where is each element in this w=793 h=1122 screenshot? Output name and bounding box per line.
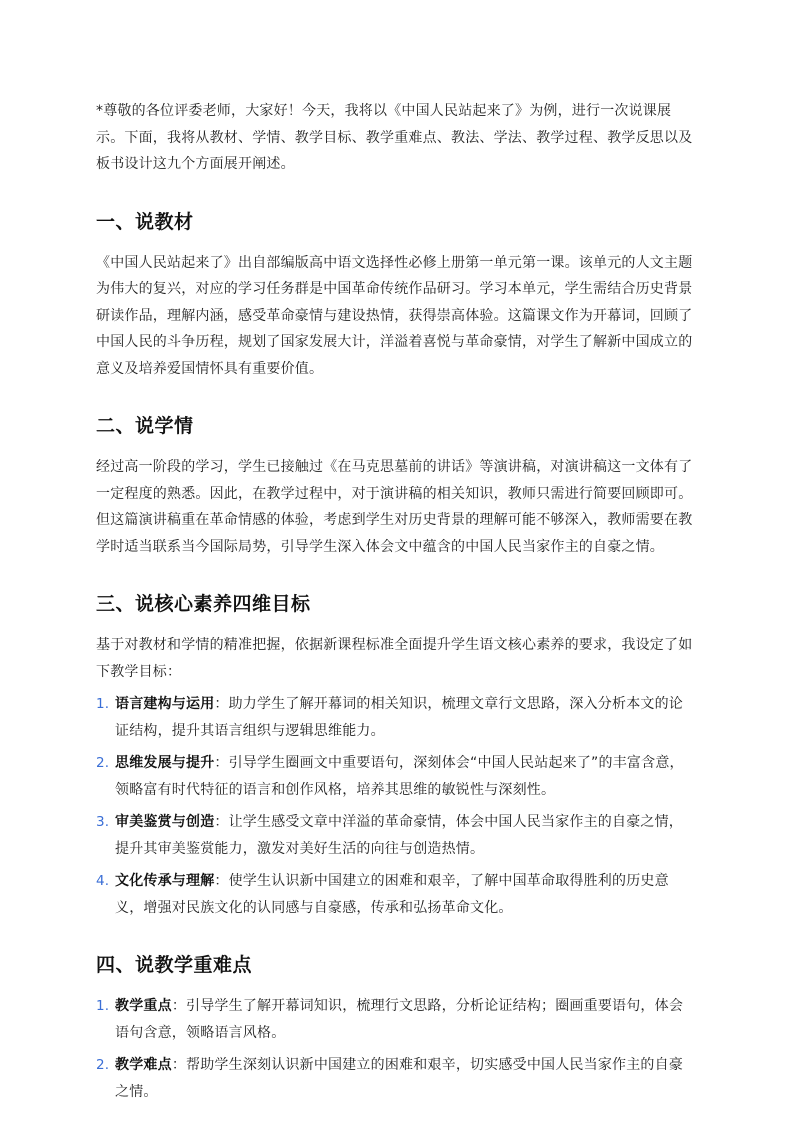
list-item — [96, 1052, 697, 1105]
list-item-term: 文化传承与理解 — [115, 873, 215, 889]
list-number: 2. — [96, 1057, 110, 1073]
list-number: 1. — [96, 696, 110, 712]
list-item-text: 引导学生了解开幕词知识，梳理行文思路，分析论证结构；圈画重要语句，体会语句含意，领略语言风格。 — [115, 998, 684, 1041]
list-item-term: 教学难点 — [115, 1057, 172, 1073]
list-item-text: 让学生感受文章中洋溢的革命豪情，体会中国人民当家作主的自豪之情，提升其审美鉴赏能力，激发对美好生活的向往与创造热情。 — [115, 814, 684, 857]
list-item — [96, 750, 697, 803]
section-heading-goals: 三、说核心素养四维目标 — [96, 593, 311, 615]
list-item-separator: ： — [214, 696, 229, 712]
section-heading-keypoints: 四、说教学重难点 — [96, 954, 253, 976]
list-item — [96, 868, 697, 921]
section-heading-textbook: 一、说教材 — [96, 210, 194, 233]
list-item — [96, 993, 697, 1046]
keypoints-list — [96, 993, 697, 1105]
list-item-separator: ： — [214, 755, 229, 771]
list-number: 4. — [96, 873, 110, 889]
list-item-separator: ： — [171, 1057, 187, 1073]
list-number: 3. — [96, 814, 110, 830]
list-item-term: 语言建构与运用 — [115, 696, 215, 712]
goals-list — [96, 691, 697, 921]
list-number: 1. — [96, 998, 110, 1014]
list-number: 2. — [96, 755, 110, 771]
goals-paragraph: 基于对教材和学情的精准把握，依据新课程标准全面提升学生语文核心素养的要求，我设定了如下教学目标： — [96, 637, 693, 680]
section-heading-students: 二、说学情 — [96, 415, 194, 437]
list-item-separator: ： — [214, 873, 229, 889]
list-item-separator: ： — [214, 814, 229, 830]
list-item-term: 教学重点 — [115, 998, 172, 1014]
students-paragraph: 经过高一阶段的学习，学生已接触过《在马克思墓前的讲话》等演讲稿，对演讲稿这一文体有了一定程度的熟悉。因此，在教学过程中，对于演讲稿的相关知识，教师只需进行简要回顾即可。但这篇演讲稿重在革命情感的体验，考虑到学生对历史背景的理解可能不够深入，教师需要在教学时适当联系当今国际局势，引导学生深入体会文中蕴含的中国人民当家作主的自豪之情。 — [96, 459, 693, 555]
list-item — [96, 691, 697, 744]
intro-paragraph: *尊敬的各位评委老师，大家好！今天，我将以《中国人民站起来了》为例，进行一次说课展示。下面，我将从教材、学情、教学目标、教学重难点、教法、学法、教学过程、教学反思以及板书设计这九个方面展开阐述。 — [96, 103, 693, 172]
list-item-text: 引导学生圈画文中重要语句，深刻体会“中国人民站起来了”的丰富含意，领略富有时代特征的语言和创作风格，培养其思维的敏锐性与深刻性。 — [115, 755, 684, 798]
list-item-separator: ： — [171, 998, 187, 1014]
list-item — [96, 809, 697, 862]
list-item-term: 审美鉴赏与创造 — [115, 814, 215, 830]
list-item-text: 助力学生了解开幕词的相关知识，梳理文章行文思路，深入分析本文的论证结构，提升其语言组织与逻辑思维能力。 — [115, 696, 684, 739]
list-item-text: 使学生认识新中国建立的困难和艰辛，了解中国革命取得胜利的历史意义，增强对民族文化的认同感与自豪感，传承和弘扬革命文化。 — [115, 873, 669, 916]
list-item-text: 帮助学生深刻认识新中国建立的困难和艰辛，切实感受中国人民当家作主的自豪之情。 — [115, 1057, 684, 1100]
list-item-term: 思维发展与提升 — [115, 755, 215, 771]
textbook-paragraph: 《中国人民站起来了》出自部编版高中语文选择性必修上册第一单元第一课。该单元的人文主题为伟大的复兴，对应的学习任务群是中国革命传统作品研习。学习本单元，学生需结合历史背景研读作品，理解内涵，感受革命豪情与建设热情，获得崇高体验。这篇课文作为开幕词，回顾了中国人民的斗争历程，规划了国家发展大计，洋溢着喜悦与革命豪情，对学生了解新中国成立的意义及培养爱国情怀具有重要价值。 — [96, 254, 693, 377]
